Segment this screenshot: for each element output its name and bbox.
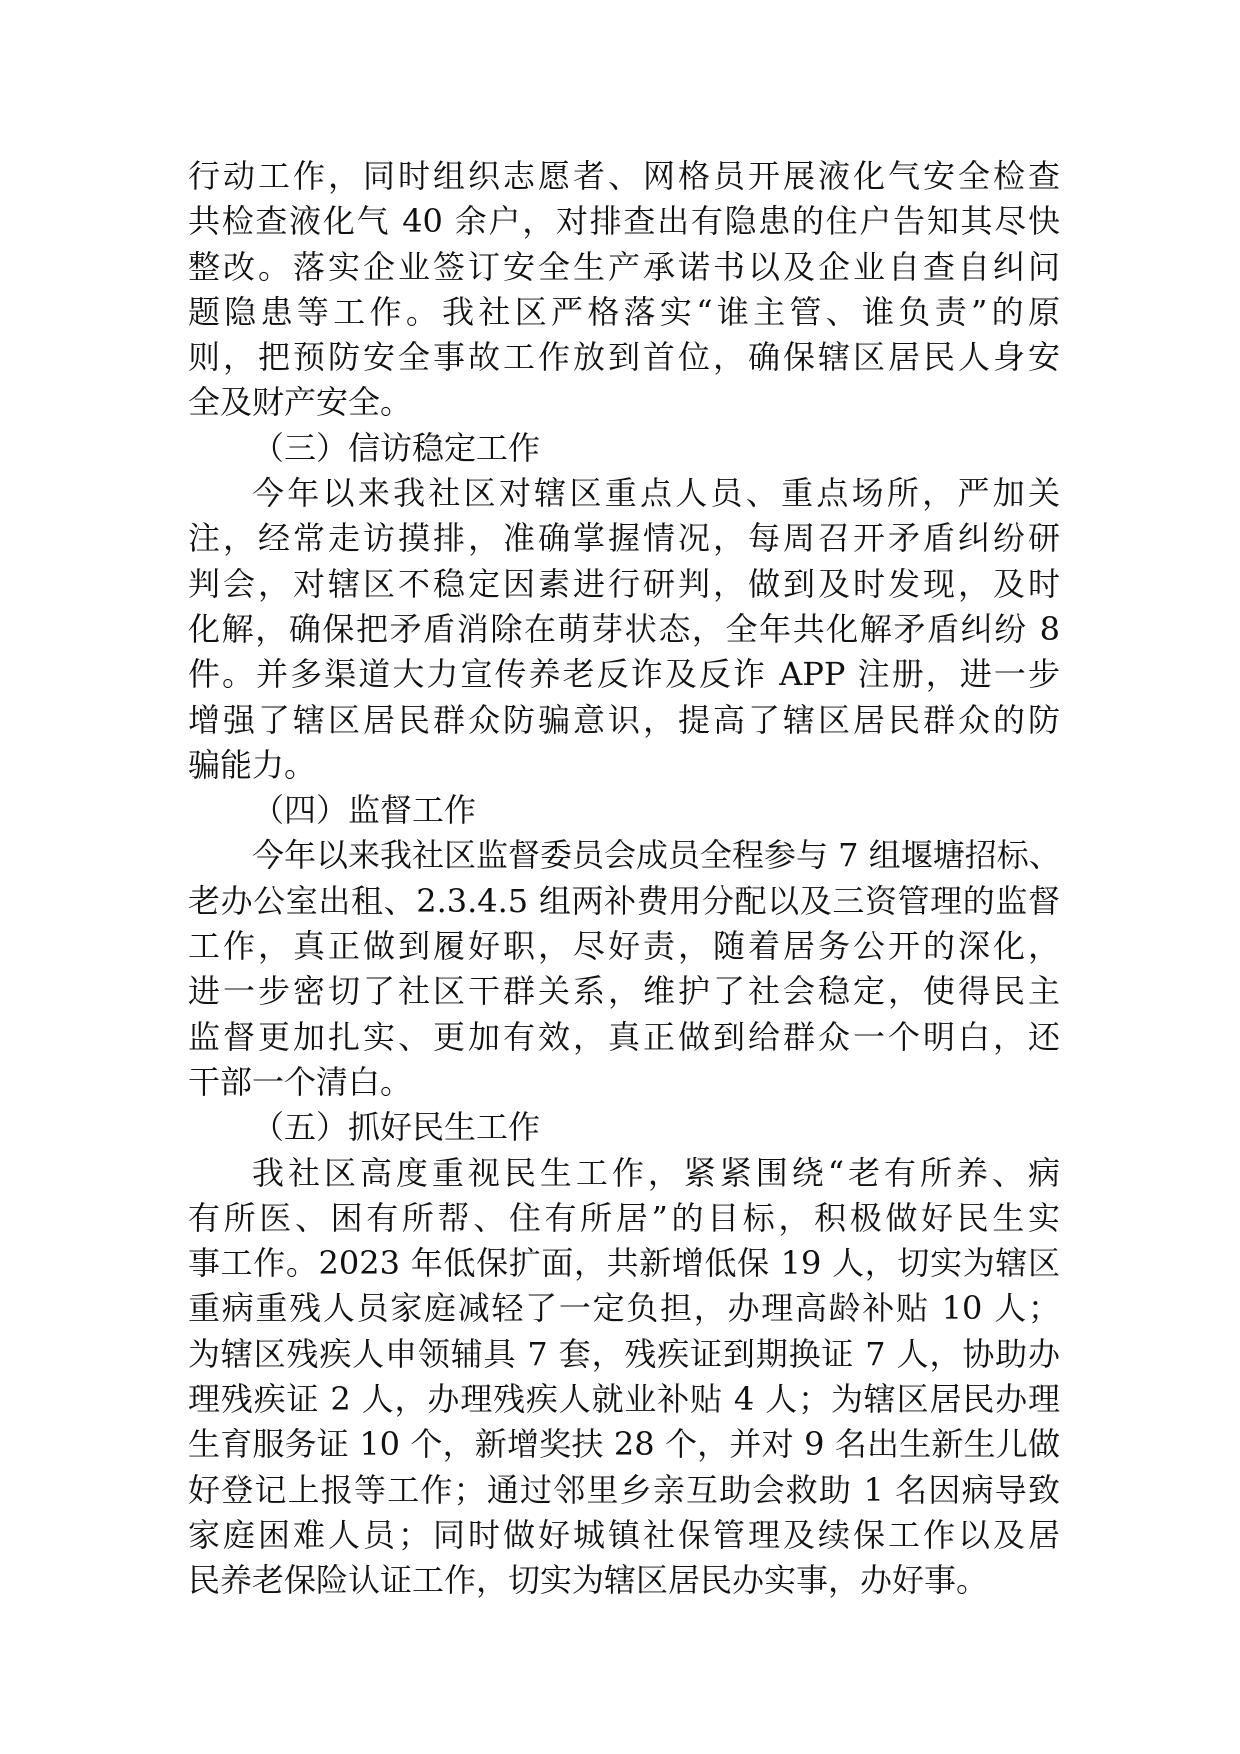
text-line: 题隐患等工作。我社区严格落实“谁主管、谁负责”的原 xyxy=(188,292,1060,331)
text-line: 老办公室出租、2.3.4.5 组两补费用分配以及三资管理的监督 xyxy=(188,881,1060,920)
text-line: 则，把预防安全事故工作放到首位，确保辖区居民人身安 xyxy=(188,338,1060,377)
text-line: 事工作。2023 年低保扩面，共新增低保 19 人，切实为辖区 xyxy=(188,1244,1060,1283)
text-line: 判会，对辖区不稳定因素进行研判，做到及时发现，及时 xyxy=(188,564,1060,603)
text-line: 生育服务证 10 个，新增奖扶 28 个，并对 9 名出生新生儿做 xyxy=(188,1425,1060,1464)
text-line: 好登记上报等工作；通过邻里乡亲互助会救助 1 名因病导致 xyxy=(188,1470,1060,1509)
document-body xyxy=(188,154,1060,1604)
text-line: 我社区高度重视民生工作，紧紧围绕“老有所养、病 xyxy=(252,1153,1060,1192)
text-line: 件。并多渠道大力宣传养老反诈及反诈 APP 注册，进一步 xyxy=(188,655,1060,694)
text-line: 增强了辖区居民群众防骗意识，提高了辖区居民群众的防 xyxy=(188,700,1060,739)
text-line: 工作，真正做到履好职，尽好责，随着居务公开的深化， xyxy=(188,927,1060,966)
paragraph-petition-stability xyxy=(188,471,1060,788)
text-line: 今年以来我社区监督委员会成员全程参与 7 组堰塘招标、 xyxy=(252,836,1061,875)
section-heading-petition-stability: （三）信访稳定工作 xyxy=(252,428,541,467)
text-line: 共检查液化气 40 余户，对排查出有隐患的住户告知其尽快 xyxy=(188,202,1060,241)
text-line: 为辖区残疾人申领辅具 7 套，残疾证到期换证 7 人，协助办 xyxy=(188,1334,1060,1373)
text-line: 监督更加扎实、更加有效，真正做到给群众一个明白，还 xyxy=(188,1017,1060,1056)
text-line: 进一步密切了社区干群关系，维护了社会稳定，使得民主 xyxy=(188,972,1060,1011)
section-heading-livelihood: （五）抓好民生工作 xyxy=(252,1108,541,1147)
text-line: 全及财产安全。 xyxy=(188,383,413,422)
paragraph-safety-inspection xyxy=(188,154,1060,426)
text-line: 有所医、困有所帮、住有所居”的目标，积极做好民生实 xyxy=(188,1198,1060,1237)
text-line: 家庭困难人员；同时做好城镇社保管理及续保工作以及居 xyxy=(188,1515,1060,1554)
text-line: 理残疾证 2 人，办理残疾人就业补贴 4 人；为辖区居民办理 xyxy=(188,1380,1060,1419)
paragraph-livelihood xyxy=(188,1151,1060,1604)
text-line: 重病重残人员家庭减轻了一定负担，办理高龄补贴 10 人； xyxy=(188,1289,1060,1328)
text-line: 整改。落实企业签订安全生产承诺书以及企业自查自纠问 xyxy=(188,247,1060,286)
text-line: 注，经常走访摸排，准确掌握情况，每周召开矛盾纠纷研 xyxy=(188,519,1060,558)
text-line: 今年以来我社区对辖区重点人员、重点场所，严加关 xyxy=(252,474,1060,513)
text-line: 化解，确保把矛盾消除在萌芽状态，全年共化解矛盾纠纷 8 xyxy=(188,609,1060,648)
text-line: 民养老保险认证工作，切实为辖区居民办实事，办好事。 xyxy=(188,1561,989,1600)
section-heading-supervision: （四）监督工作 xyxy=(252,791,477,830)
text-line: 干部一个清白。 xyxy=(188,1062,413,1101)
text-line: 骗能力。 xyxy=(188,745,317,784)
text-line: 行动工作，同时组织志愿者、网格员开展液化气安全检查 xyxy=(188,157,1060,195)
paragraph-supervision xyxy=(188,833,1060,1105)
